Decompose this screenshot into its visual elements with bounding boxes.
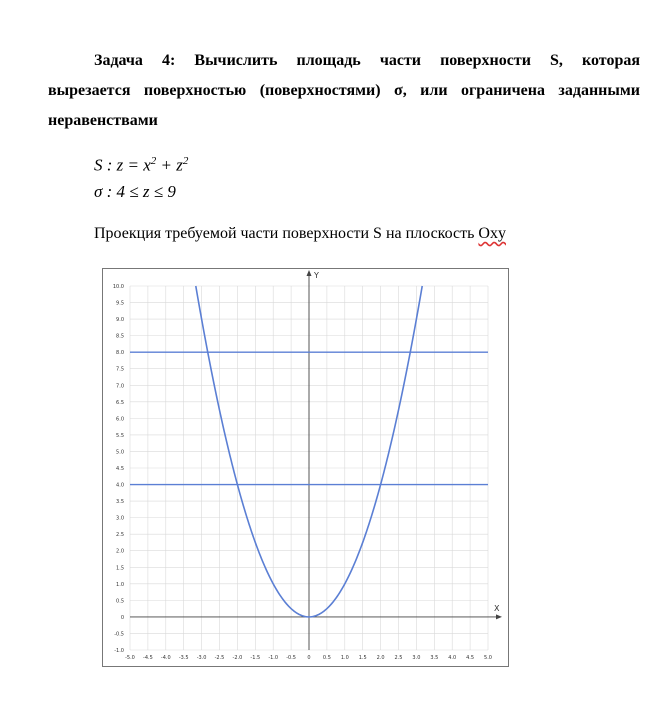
chart-frame <box>103 269 509 667</box>
y-tick-label: 6.0 <box>116 416 124 423</box>
projection-caption <box>94 225 506 243</box>
y-tick-label: 7.0 <box>116 383 124 390</box>
x-tick-label: -4.5 <box>143 655 153 661</box>
surface-exponent-2: 2 <box>182 155 189 167</box>
x-tick-label: -3.5 <box>178 655 189 661</box>
y-tick-label: 2.5 <box>116 532 124 539</box>
x-tick-label: 4.0 <box>448 655 457 661</box>
y-tick-label: -0.5 <box>114 631 124 638</box>
y-tick-label: 2.0 <box>116 548 124 555</box>
x-tick-label: -2.0 <box>232 655 243 661</box>
y-tick-label: 10.0 <box>112 284 124 290</box>
surface-formula-mid: + z <box>156 155 183 175</box>
y-tick-label: 1.0 <box>116 581 124 588</box>
x-tick-label: 5.0 <box>484 655 492 661</box>
x-tick-label: 3.5 <box>430 655 439 661</box>
task-line-1: Задача 4: Вычислить площадь части поверхности S, которая <box>94 52 640 69</box>
task-line-2: вырезается поверхностью (поверхностями) σ, или ограничена заданными неравенствами <box>48 82 640 129</box>
x-tick-label: -2.5 <box>214 655 225 661</box>
x-tick-label: 0.5 <box>322 655 331 661</box>
y-tick-label: 7.5 <box>116 366 124 373</box>
x-tick-label: 2.5 <box>394 655 403 661</box>
surface-formula-lhs: S : z = x <box>94 155 151 175</box>
task-statement <box>48 46 640 136</box>
x-tick-label: -1.0 <box>268 655 279 661</box>
y-tick-label: 0.5 <box>116 598 124 605</box>
x-tick-label: 1.5 <box>358 655 367 661</box>
x-tick-label: -3.0 <box>196 655 207 661</box>
y-tick-label: 9.0 <box>116 317 124 324</box>
x-tick-label: 4.5 <box>466 655 475 661</box>
x-axis-label: X <box>494 603 500 613</box>
y-tick-label: 0 <box>120 614 124 621</box>
projection-text: Проекция требуемой части поверхности S на плоскость <box>94 225 479 242</box>
x-tick-label: 2.0 <box>376 655 385 661</box>
projection-plane: Oxy <box>478 225 506 242</box>
y-tick-label: 8.5 <box>116 333 124 340</box>
parabola-chart <box>102 268 510 668</box>
x-tick-label: 1.0 <box>340 655 349 661</box>
sigma-formula: σ : 4 ≤ z ≤ 9 <box>94 182 176 201</box>
surface-formula <box>94 155 188 176</box>
x-tick-label: -4.0 <box>160 655 171 661</box>
x-tick-label: -5.0 <box>125 655 135 661</box>
y-tick-label: 3.0 <box>116 515 124 522</box>
y-tick-label: -1.0 <box>114 648 124 654</box>
y-tick-label: 4.5 <box>116 466 124 472</box>
y-tick-label: 9.5 <box>116 300 124 307</box>
y-tick-label: 1.5 <box>116 565 124 572</box>
x-tick-label: -0.5 <box>286 655 296 661</box>
x-tick-label: 3.0 <box>412 655 421 661</box>
y-tick-label: 3.5 <box>116 499 124 506</box>
y-axis-label: Y <box>314 271 319 280</box>
y-tick-label: 6.5 <box>116 399 124 406</box>
y-tick-label: 8.0 <box>116 350 124 357</box>
surface-exponent-1: 2 <box>150 155 157 167</box>
y-tick-label: 5.5 <box>116 432 124 439</box>
x-tick-label: -1.5 <box>250 655 261 661</box>
x-tick-label: 0 <box>307 655 311 661</box>
y-tick-label: 5.0 <box>116 449 124 456</box>
y-tick-label: 4.0 <box>116 482 124 489</box>
